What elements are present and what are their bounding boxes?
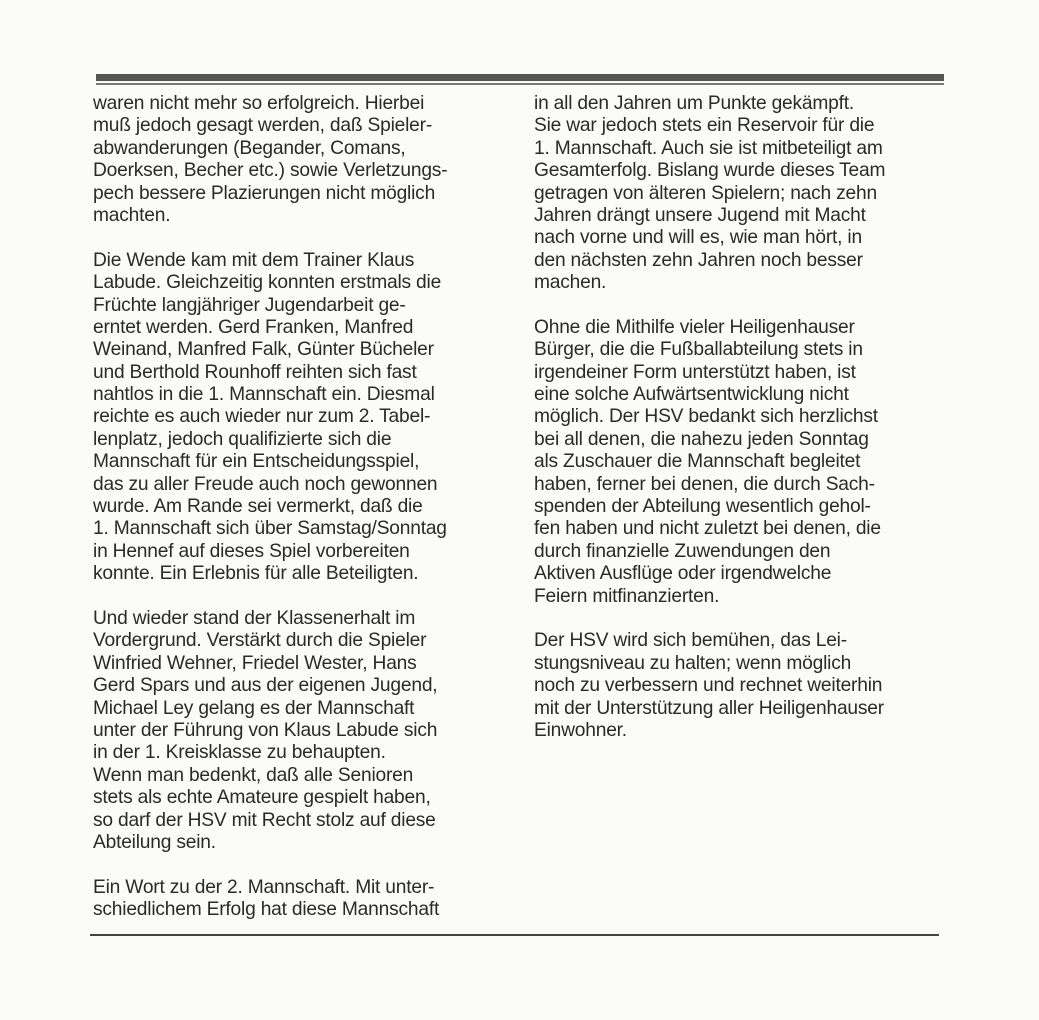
text-line: konnte. Ein Erlebnis für alle Beteiligten.: [93, 563, 419, 585]
text-line: nahtlos in die 1. Mannschaft ein. Diesmal: [93, 384, 435, 406]
left-text-column: [93, 93, 513, 944]
text-line: Einwohner.: [534, 719, 627, 741]
right-paragraph-1: [534, 93, 954, 295]
text-line: Ohne die Mithilfe vieler Heiligenhauser: [534, 316, 855, 338]
text-line: in Hennef auf dieses Spiel vorbereiten: [93, 540, 410, 562]
text-line: reichte es auch wieder nur zum 2. Tabel-: [93, 406, 431, 428]
text-line: Der HSV wird sich bemühen, das Lei-: [534, 630, 847, 652]
text-line: abwanderungen (Begander, Comans,: [93, 137, 406, 159]
text-line: eine solche Aufwärtsentwicklung nicht: [534, 384, 849, 406]
text-line: Aktiven Ausflüge oder irgendwelche: [534, 563, 832, 585]
text-line: stets als echte Amateure gespielt haben,: [93, 787, 431, 809]
text-line: machen.: [534, 272, 607, 294]
text-line: das zu aller Freude auch noch gewonnen: [93, 473, 438, 495]
text-line: Vordergrund. Verstärkt durch die Spieler: [93, 630, 427, 652]
text-line: Winfried Wehner, Friedel Wester, Hans: [93, 652, 417, 674]
text-line: in der 1. Kreisklasse zu behaupten.: [93, 742, 386, 764]
left-paragraph-2: [93, 250, 513, 586]
text-line: Bürger, die die Fußballabteilung stets in: [534, 339, 863, 361]
right-paragraph-3: [534, 630, 954, 742]
text-line: noch zu verbessern und rechnet weiterhin: [534, 675, 883, 697]
text-line: Weinand, Manfred Falk, Günter Bücheler: [93, 339, 434, 361]
text-line: schiedlichem Erfolg hat diese Mannschaft: [93, 899, 440, 921]
text-line: so darf der HSV mit Recht stolz auf diese: [93, 809, 436, 831]
right-paragraph-2: [534, 317, 954, 608]
text-line: getragen von älteren Spielern; nach zehn: [534, 182, 877, 204]
text-line: mit der Unterstützung aller Heiligenhauser: [534, 697, 884, 719]
text-line: nach vorne und will es, wie man hört, in: [534, 227, 862, 249]
text-line: unter der Führung von Klaus Labude sich: [93, 719, 438, 741]
text-line: bei all denen, die nahezu jeden Sonntag: [534, 428, 869, 450]
text-line: in all den Jahren um Punkte gekämpft.: [534, 93, 855, 114]
text-line: fen haben und nicht zuletzt bei denen, die: [534, 518, 881, 540]
left-paragraph-1: [93, 93, 513, 227]
text-line: lenplatz, jedoch qualifizierte sich die: [93, 428, 392, 450]
text-line: Die Wende kam mit dem Trainer Klaus: [93, 249, 415, 271]
top-rule-thin: [96, 83, 944, 85]
text-line: Mannschaft für ein Entscheidungsspiel,: [93, 451, 420, 473]
text-line: Labude. Gleichzeitig konnten erstmals die: [93, 272, 442, 294]
text-line: machten.: [93, 204, 171, 226]
text-line: als Zuschauer die Mannschaft begleitet: [534, 451, 861, 473]
text-line: wurde. Am Rande sei vermerkt, daß die: [93, 496, 423, 518]
text-line: Jahren drängt unsere Jugend mit Macht: [534, 204, 866, 226]
text-line: Michael Ley gelang es der Mannschaft: [93, 697, 415, 719]
text-line: stungsniveau zu halten; wenn möglich: [534, 652, 852, 674]
text-line: Und wieder stand der Klassenerhalt im: [93, 607, 416, 629]
text-line: Gesamterfolg. Bislang wurde dieses Team: [534, 160, 886, 182]
text-line: 1. Mannschaft sich über Samstag/Sonntag: [93, 518, 447, 540]
text-line: erntet werden. Gerd Franken, Manfred: [93, 316, 414, 338]
top-rule-thick: [96, 74, 944, 81]
text-line: Früchte langjähriger Jugendarbeit ge-: [93, 294, 406, 316]
text-line: Gerd Spars und aus der eigenen Jugend,: [93, 675, 438, 697]
text-line: durch finanzielle Zuwendungen den: [534, 540, 831, 562]
text-line: Sie war jedoch stets ein Reservoir für die: [534, 115, 875, 137]
left-paragraph-3: [93, 608, 513, 854]
text-line: spenden der Abteilung wesentlich gehol-: [534, 496, 871, 518]
left-paragraph-4: [93, 877, 513, 922]
text-line: und Berthold Rounhoff reihten sich fast: [93, 361, 417, 383]
text-line: Wenn man bedenkt, daß alle Senioren: [93, 764, 414, 786]
text-line: pech bessere Plazierungen nicht möglich: [93, 182, 436, 204]
text-line: haben, ferner bei denen, die durch Sach-: [534, 473, 875, 495]
text-line: Abteilung sein.: [93, 831, 216, 853]
text-line: möglich. Der HSV bedankt sich herzlichst: [534, 406, 878, 428]
text-line: Doerksen, Becher etc.) sowie Verletzungs-: [93, 160, 448, 182]
text-line: waren nicht mehr so erfolgreich. Hierbei: [93, 93, 425, 114]
text-line: Ein Wort zu der 2. Mannschaft. Mit unter-: [93, 876, 435, 898]
text-line: den nächsten zehn Jahren noch besser: [534, 249, 863, 271]
right-text-column: [534, 93, 954, 765]
text-line: Feiern mitfinanzierten.: [534, 585, 720, 607]
text-line: muß jedoch gesagt werden, daß Spieler-: [93, 115, 433, 137]
bottom-rule: [90, 934, 939, 936]
text-line: 1. Mannschaft. Auch sie ist mitbeteiligt am: [534, 137, 883, 159]
text-line: irgendeiner Form unterstützt haben, ist: [534, 361, 856, 383]
